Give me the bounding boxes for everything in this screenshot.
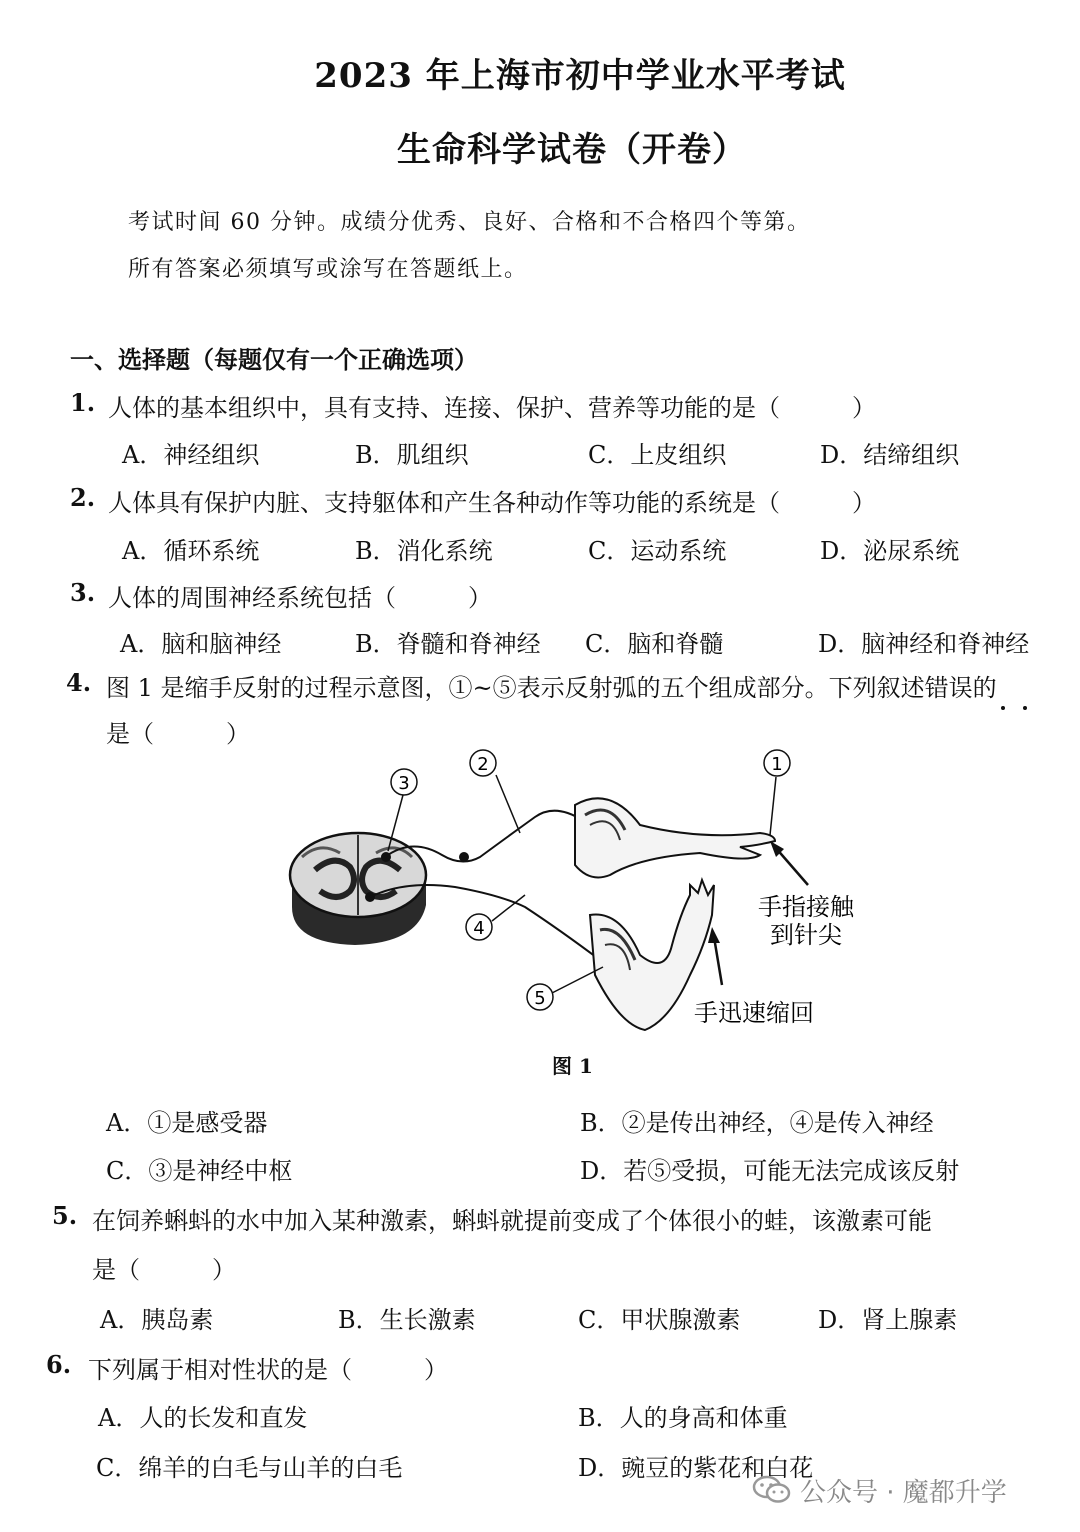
question-4-option-a[interactable]: A．①是感受器 — [106, 1109, 268, 1137]
question-5-option-d[interactable]: D．肾上腺素 — [818, 1306, 958, 1334]
question-4-option-c[interactable]: C．③是神经中枢 — [106, 1157, 293, 1185]
figure-caption: 图 1 — [552, 1054, 593, 1078]
question-6-option-d[interactable]: D．豌豆的紫花和白花 — [578, 1454, 814, 1482]
question-4-stem-line-2: 是（ ） — [106, 720, 250, 748]
ganglion — [459, 852, 469, 862]
svg-text:4: 4 — [473, 918, 485, 939]
exam-subtitle: 生命科学试卷（开卷） — [397, 130, 747, 170]
wechat-icon — [752, 1474, 792, 1506]
question-2-option-b[interactable]: B．消化系统 — [355, 537, 493, 565]
question-6-stem: 下列属于相对性状的是（ ） — [88, 1356, 448, 1384]
annotation-touch-line-1: 手指接触 — [758, 893, 854, 921]
question-5-option-c[interactable]: C．甲状腺激素 — [578, 1306, 741, 1334]
label-4 — [466, 914, 492, 940]
question-2-option-c[interactable]: C．运动系统 — [588, 537, 727, 565]
question-4-option-d[interactable]: D．若⑤受损，可能无法完成该反射 — [580, 1157, 960, 1185]
question-5-stem-line-2: 是（ ） — [92, 1256, 236, 1284]
annotation-touch-line-2: 到针尖 — [770, 921, 842, 949]
label-3 — [391, 769, 417, 795]
label-2 — [470, 750, 496, 776]
question-1-option-c[interactable]: C．上皮组织 — [588, 441, 727, 469]
reflex-arc-figure — [0, 745, 1080, 1065]
watermark-text: 公众号 · 魔都升学 — [800, 1478, 1007, 1508]
exam-title: 2023 年上海市初中学业水平考试 — [314, 56, 846, 96]
question-4-number: 4. — [66, 668, 92, 697]
label-1 — [764, 750, 790, 776]
question-3-stem: 人体的周围神经系统包括（ ） — [108, 584, 492, 612]
svg-text:2: 2 — [477, 754, 489, 775]
annotation-withdraw: 手迅速缩回 — [694, 999, 814, 1027]
svg-text:5: 5 — [534, 988, 546, 1009]
label-5 — [527, 984, 553, 1010]
question-3-option-d[interactable]: D．脑神经和脊神经 — [818, 630, 1030, 658]
instruction-line-1: 考试时间 60 分钟。成绩分优秀、良好、合格和不合格四个等第。 — [128, 210, 811, 235]
question-6-option-a[interactable]: A．人的长发和直发 — [98, 1404, 308, 1432]
question-3-option-c[interactable]: C．脑和脊髓 — [585, 630, 724, 658]
question-3-option-b[interactable]: B．脊髓和脊神经 — [355, 630, 541, 658]
question-1-option-b[interactable]: B．肌组织 — [355, 441, 469, 469]
question-2-number: 2. — [70, 483, 96, 512]
question-3-option-a[interactable]: A．脑和脑神经 — [120, 630, 282, 658]
question-5-stem-line-1: 在饲养蝌蚪的水中加入某种激素，蝌蚪就提前变成了个体很小的蛙，该激素可能 — [92, 1207, 932, 1235]
question-5-number: 5. — [52, 1201, 78, 1230]
section-title: 一、选择题（每题仅有一个正确选项） — [70, 345, 478, 374]
withdraw-arrow — [714, 937, 722, 985]
emphasis-dot — [1023, 706, 1027, 710]
emphasis-dot — [1001, 706, 1005, 710]
question-5-option-b[interactable]: B．生长激素 — [338, 1306, 476, 1334]
question-2-option-d[interactable]: D．泌尿系统 — [820, 537, 960, 565]
spinal-cord-section — [290, 833, 426, 945]
question-1-stem: 人体的基本组织中，具有支持、连接、保护、营养等功能的是（ ） — [108, 394, 876, 422]
question-4-stem-line-1: 图 1 是缩手反射的过程示意图，①~⑤表示反射弧的五个组成部分。下列叙述错误的 — [106, 674, 997, 702]
instruction-line-2: 所有答案必须填写或涂写在答题纸上。 — [128, 257, 528, 282]
question-3-number: 3. — [70, 578, 96, 607]
question-4-option-b[interactable]: B．②是传出神经，④是传入神经 — [580, 1109, 934, 1137]
svg-text:1: 1 — [771, 754, 783, 775]
question-1-number: 1. — [70, 388, 96, 417]
question-6-number: 6. — [46, 1350, 72, 1379]
svg-text:3: 3 — [398, 773, 410, 794]
question-1-option-d[interactable]: D．结缔组织 — [820, 441, 960, 469]
question-6-option-c[interactable]: C．绵羊的白毛与山羊的白毛 — [96, 1454, 403, 1482]
question-6-option-b[interactable]: B．人的身高和体重 — [578, 1404, 788, 1432]
upper-arm — [575, 798, 775, 877]
question-5-option-a[interactable]: A．胰岛素 — [100, 1306, 214, 1334]
question-1-option-a[interactable]: A．神经组织 — [122, 441, 260, 469]
question-2-option-a[interactable]: A．循环系统 — [122, 537, 260, 565]
question-2-stem: 人体具有保护内脏、支持躯体和产生各种动作等功能的系统是（ ） — [108, 489, 876, 517]
